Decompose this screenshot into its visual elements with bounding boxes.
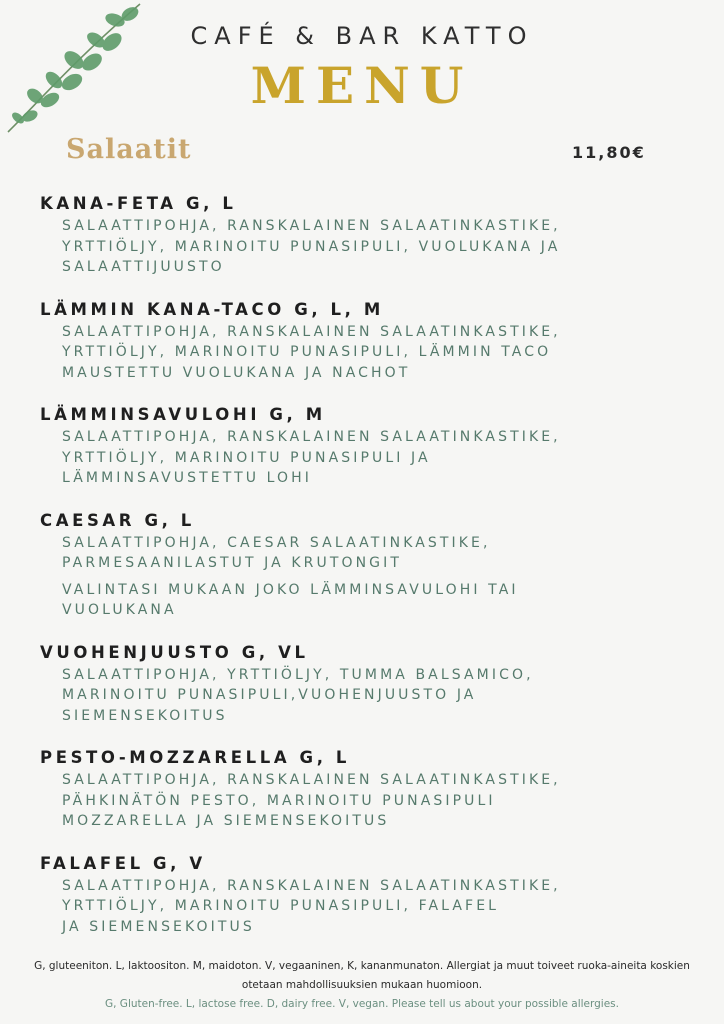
section-price: 11,80€ (572, 143, 646, 162)
menu-title: MENU (250, 56, 474, 115)
menu-item (40, 509, 710, 621)
item-description: SALAATTIPOHJA, RANSKALAINEN SALAATINKASTIKE, (62, 323, 561, 340)
item-name: CAESAR G, L (40, 510, 195, 530)
item-note: VALINTASI MUKAAN JOKO LÄMMINSAVULOHI TAI (62, 581, 519, 598)
item-note: VUOLUKANA (62, 602, 177, 618)
item-name: LÄMMINSAVULOHI G, M (40, 405, 326, 424)
item-description: LÄMMINSAVUSTETTU LOHI (62, 470, 313, 486)
venue-name: CAFÉ & BAR KATTO (190, 22, 534, 50)
item-description: SALAATTIPOHJA, YRTTIÖLJY, TUMMA BALSAMICO, (62, 666, 534, 683)
item-name: LÄMMIN KANA-TACO G, L, M (40, 299, 384, 319)
item-description: SALAATTIPOHJA, RANSKALAINEN SALAATINKASTIKE, (62, 772, 561, 788)
menu-item (40, 746, 710, 832)
menu-item (40, 641, 710, 727)
item-description: SALAATTIPOHJA, RANSKALAINEN SALAATINKASTIKE, (62, 218, 561, 234)
item-description: SALAATTIPOHJA, RANSKALAINEN SALAATINKASTIKE, (62, 877, 561, 894)
item-name: FALAFEL G, V (40, 853, 206, 873)
item-description: PARMESAANILASTUT JA KRUTONGIT (62, 555, 402, 571)
item-description: YRTTIÖLJY, MARINOITU PUNASIPULI, FALAFEL (62, 898, 500, 914)
item-description: SALAATTIPOHJA, RANSKALAINEN SALAATINKASTIKE, (62, 429, 561, 445)
menu-item (40, 852, 710, 938)
item-description: SALAATTIPOHJA, CAESAR SALAATINKASTIKE, (62, 534, 491, 551)
menu-item (40, 298, 710, 384)
menu-item (40, 192, 710, 278)
item-description: PÄHKINÄTÖN PESTO, MARINOITU PUNASIPULI (62, 792, 496, 809)
item-name: VUOHENJUUSTO G, VL (40, 642, 309, 662)
item-description: SALAATTIJUUSTO (62, 259, 225, 275)
item-description: YRTTIÖLJY, MARINOITU PUNASIPULI, VUOLUKANA JA (62, 238, 561, 255)
item-description: MOZZARELLA JA SIEMENSEKOITUS (62, 813, 390, 829)
allergen-note-finnish: otetaan mahdollisuuksien mukaan huomioon. (241, 979, 483, 991)
item-description: MARINOITU PUNASIPULI,VUOHENJUUSTO JA (62, 687, 477, 703)
item-name: PESTO-MOZZARELLA G, L (40, 748, 351, 767)
allergen-note-finnish: G, gluteeniton. L, laktoositon. M, maidoton. V, vegaaninen, K, kananmunaton. Allergiat ja muut toiveet ruoka-aineita koskien (34, 960, 690, 972)
allergen-footer (0, 957, 724, 1014)
item-description: YRTTIÖLJY, MARINOITU PUNASIPULI, LÄMMIN TACO (62, 344, 552, 360)
allergen-note-english: G, Gluten-free. L, lactose free. D, dairy free. V, vegan. Please tell us about your possible allergies. (105, 998, 619, 1010)
item-name: KANA-FETA G, L (40, 194, 237, 213)
section-title: Salaatit (66, 134, 192, 165)
item-description: JA SIEMENSEKOITUS (62, 918, 255, 935)
item-description: YRTTIÖLJY, MARINOITU PUNASIPULI JA (62, 449, 431, 466)
menu-item-list (40, 192, 710, 957)
item-description: MAUSTETTU VUOLUKANA JA NACHOT (62, 364, 411, 381)
item-description: SIEMENSEKOITUS (62, 707, 228, 724)
menu-item (40, 403, 710, 489)
